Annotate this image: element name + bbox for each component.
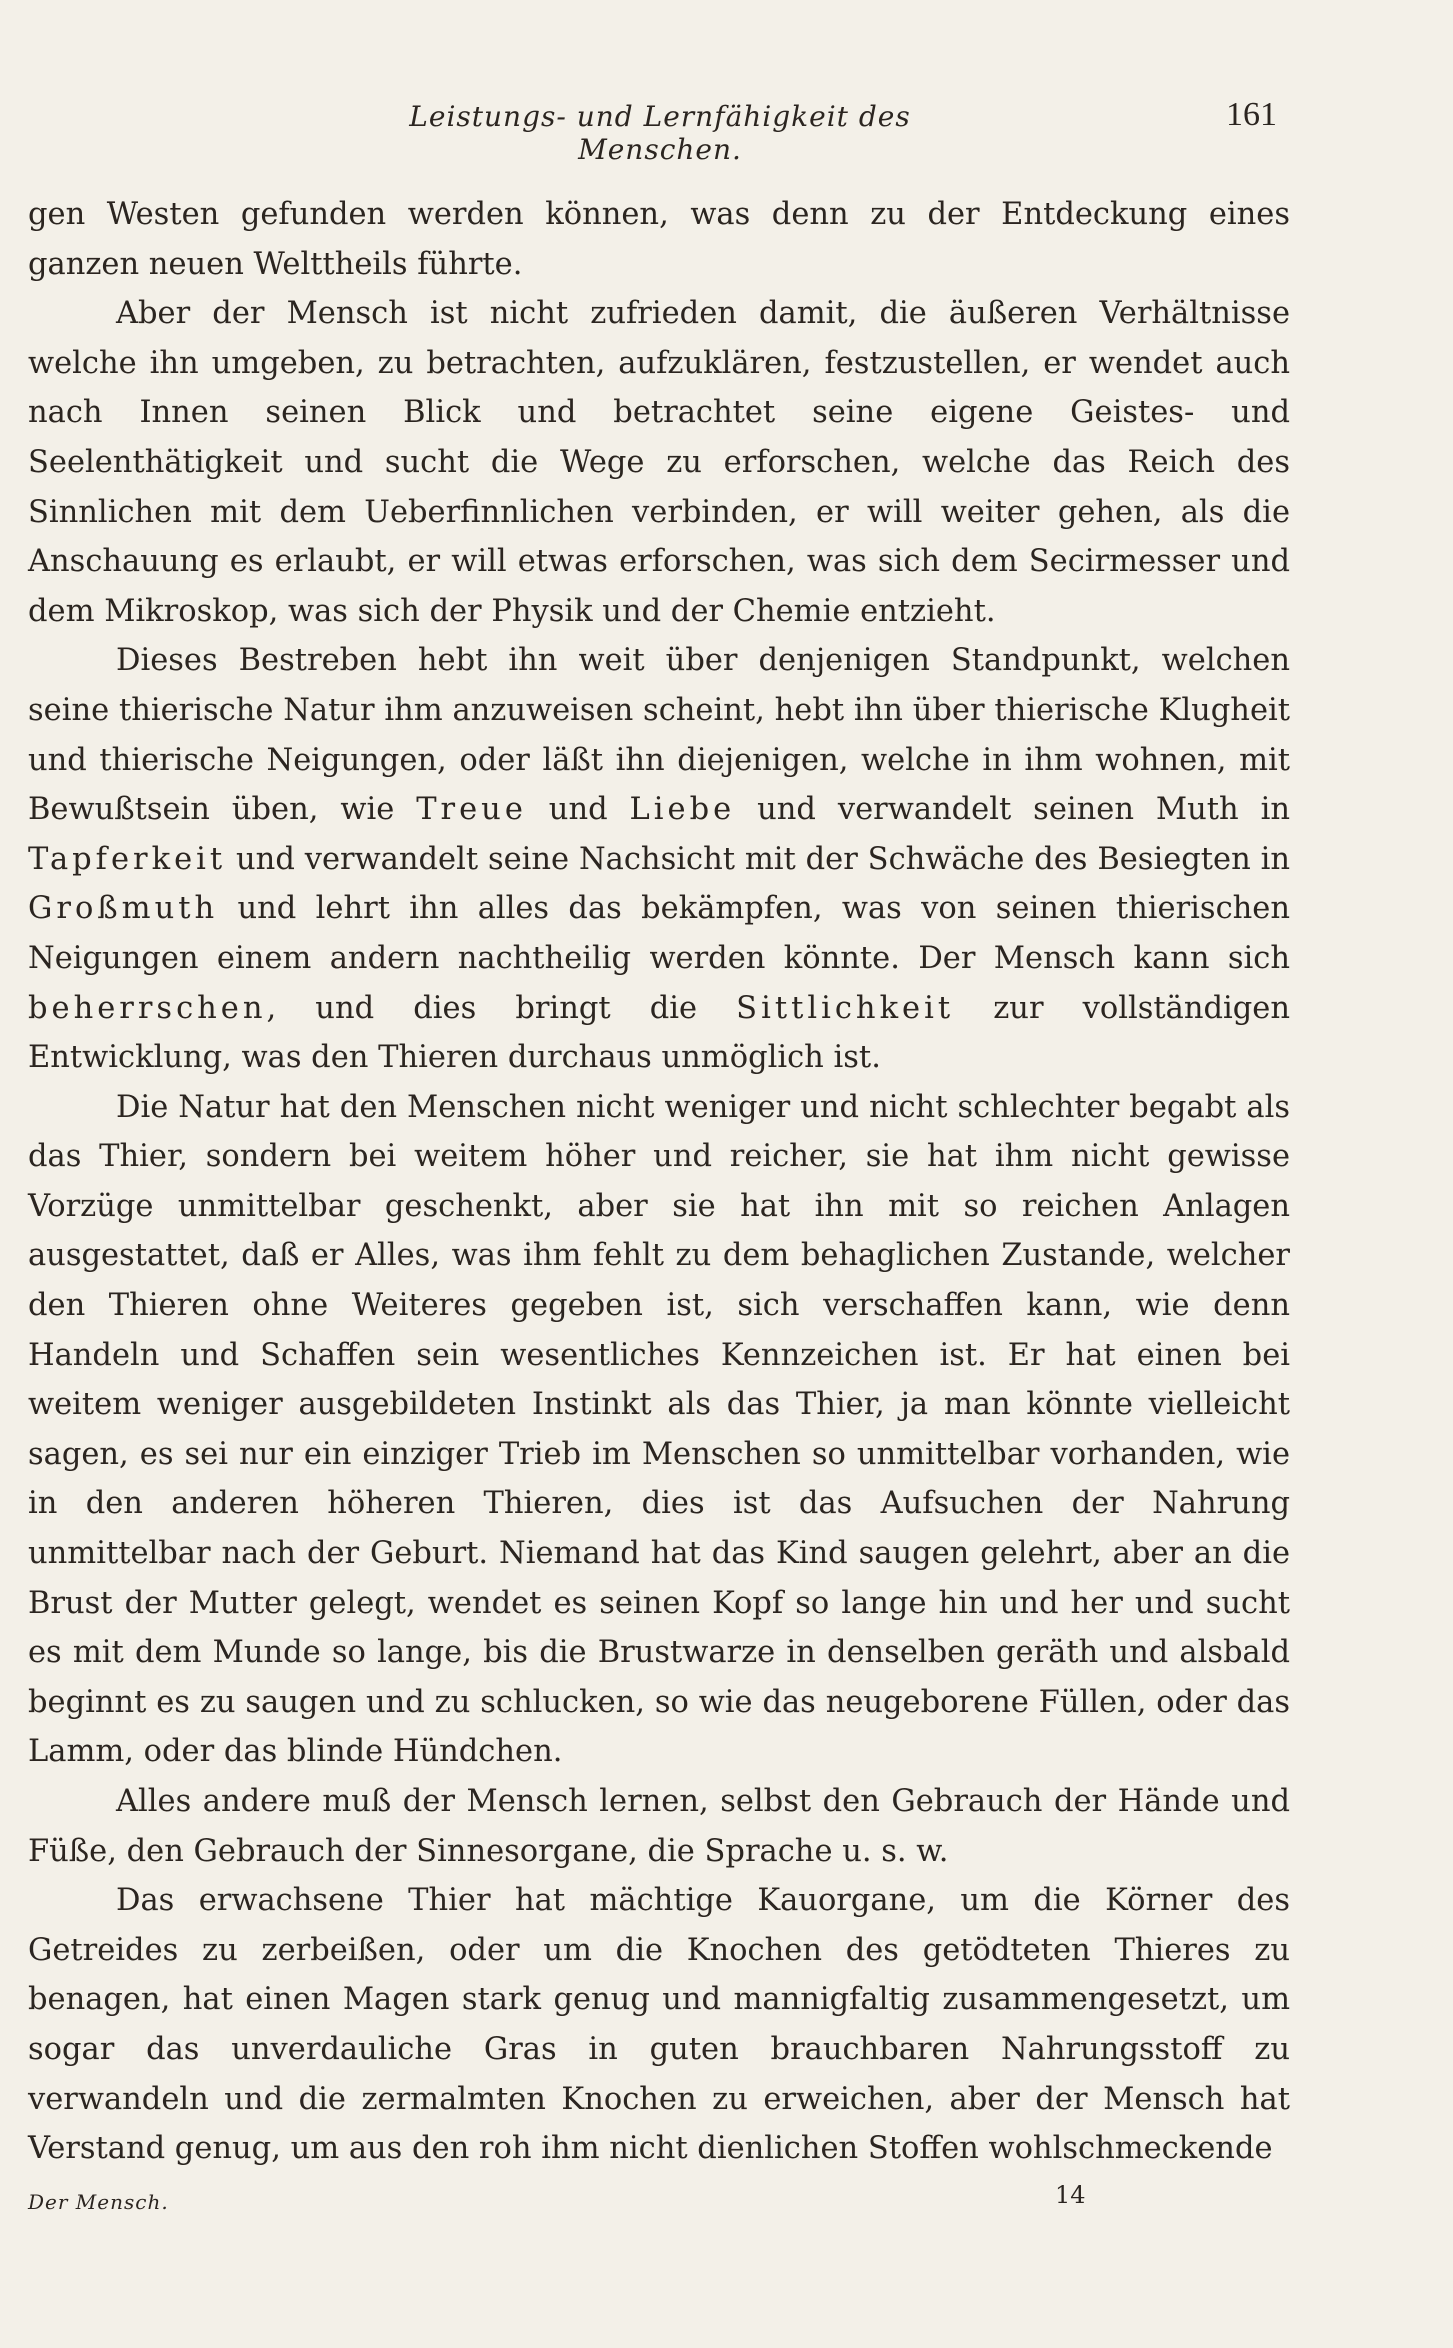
text-run: Alles andere muß der Mensch lernen, selbst den Gebrauch der Hände und Füße, den Gebrauch der Sinnesorgane, die Sprache u. s. w. xyxy=(28,1784,1290,1869)
emphasized-text: Treue xyxy=(416,792,527,828)
paragraph xyxy=(28,1777,1290,1876)
text-run: und xyxy=(526,792,630,828)
paragraph xyxy=(28,190,1290,289)
body-text xyxy=(28,190,1290,2174)
text-run: Aber der Mensch ist nicht zufrieden damit, die äußeren Verhältnisse welche ihn umgeben, zu betrachten, aufzuklären, festzustellen, er wendet auch nach Innen seinen Blick und betrachtet seine eigene Geistes- und Seelenthätigkeit und sucht die Wege zu erforschen, welche das Reich des Sinnlichen mit dem Ueberfinnlichen verbinden, er will weiter gehen, als die Anschauung es erlaubt, er will etwas erforschen, was sich dem Secirmesser und dem Mikroskop, was sich der Physik und der Chemie entzieht. xyxy=(28,296,1290,629)
emphasized-text: beherrschen xyxy=(28,990,267,1026)
emphasized-text: Sittlichkeit xyxy=(736,990,955,1026)
text-run: und lehrt ihn alles das bekämpfen, was von seinen thierischen Neigungen einem andern nachtheilig werden könnte. Der Mensch kann sich xyxy=(28,891,1290,976)
text-run: und verwandelt seinen Muth in xyxy=(735,792,1290,828)
emphasized-text: Großmuth xyxy=(28,891,219,927)
paragraph xyxy=(28,289,1290,636)
paragraph xyxy=(28,1876,1290,2174)
page-number: 161 xyxy=(1226,96,1277,133)
text-run: , und dies bringt die xyxy=(266,990,737,1026)
emphasized-text: Tapferkeit xyxy=(28,841,227,877)
text-run: Die Natur hat den Menschen nicht weniger und nicht schlechter begabt als das Thier, sondern bei weitem höher und reicher, sie hat ihm nicht gewisse Vorzüge unmittelbar geschenkt, aber sie hat ihn mit so reichen Anlagen ausgestattet, daß er Alles, was ihm fehlt zu dem behaglichen Zustande, welcher den Thieren ohne Weiteres gegeben ist, sich verschaffen kann, wie denn Handeln und Schaffen sein wesentliches Kennzeichen ist. Er hat einen bei weitem weniger ausgebildeten Instinkt als das Thier, ja man könnte vielleicht sagen, es sei nur ein einziger Trieb im Menschen so unmittelbar vorhanden, wie in den anderen höheren Thieren, dies ist das Aufsuchen der Nahrung unmittelbar nach der Geburt. Niemand hat das Kind saugen gelehrt, aber an die Brust der Mutter gelegt, wendet es seinen Kopf so lange hin und her und sucht es mit dem Munde so lange, bis die Brustwarze in denselben geräth und alsbald beginnt es zu saugen und zu schlucken, so wie das neugeborene Füllen, oder das Lamm, oder das blinde Hündchen. xyxy=(28,1089,1290,1770)
running-title: Leistungs- und Lernfähigkeit des Menschen. xyxy=(409,100,911,166)
emphasized-text: Liebe xyxy=(629,792,736,828)
sheet-number: 14 xyxy=(1055,2181,1086,2209)
paragraph xyxy=(28,1083,1290,1777)
printer-signature: Der Mensch. xyxy=(28,2190,169,2214)
text-run: und verwandelt seine Nachsicht mit der Schwäche des Besiegten in xyxy=(226,841,1290,877)
paragraph xyxy=(28,636,1290,1082)
text-run: gen Westen gefunden werden können, was denn zu der Entdeckung eines ganzen neuen Welttheils führte. xyxy=(28,197,1290,282)
text-run: Das erwachsene Thier hat mächtige Kauorgane, um die Körner des Getreides zu zerbeißen, oder um die Knochen des getödteten Thieres zu benagen, hat einen Magen stark genug und mannigfaltig zusammengesetzt, um sogar das unverdauliche Gras in guten brauchbaren Nahrungsstoff zu verwandeln und die zermalmten Knochen zu erweichen, aber der Mensch hat Verstand genug, um aus den roh ihm nicht dienlichen Stoffen wohlschmeckende xyxy=(28,1883,1290,2167)
text-run: Dieses Bestreben hebt ihn weit über denjenigen Standpunkt, welchen seine thierische Natur ihm anzuweisen scheint, hebt ihn über thierische Klugheit und thierische Neigungen, oder läßt ihn diejenigen, welche in ihm wohnen, mit Bewußtsein üben, wie xyxy=(28,643,1290,828)
text-run: zur vollständigen Entwicklung, was den Thieren durchaus unmöglich ist. xyxy=(28,990,1290,1076)
